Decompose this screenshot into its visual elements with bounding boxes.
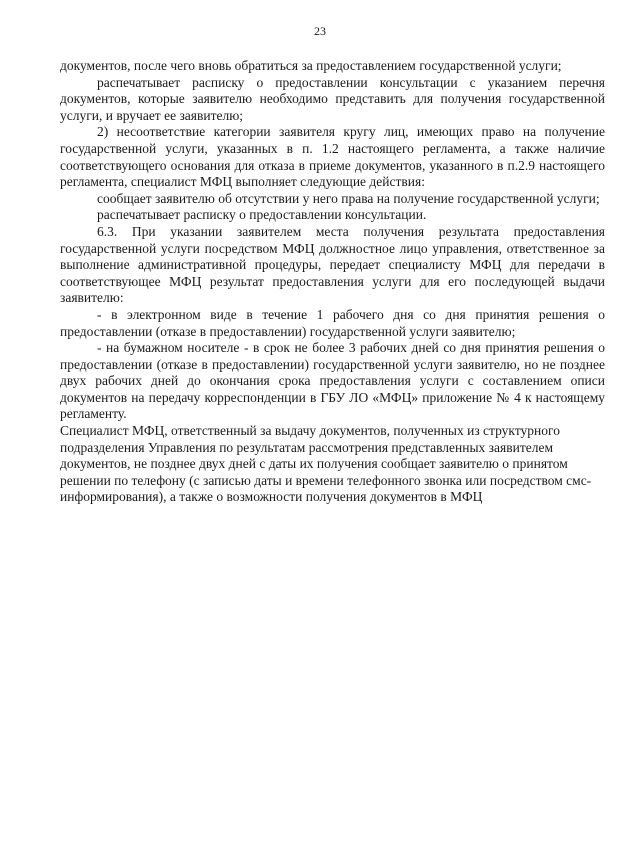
paragraph-category-mismatch: 2) несоответствие категории заявителя кругу лиц, имеющих право на получение государственной услуги, указанных в п. 1.2 настоящего регламента, а также наличие соответствующего основания для отказа в приеме документов, указанного в п.2.9 настоящего регламента, специалист МФЦ выполняет следующие действия: bbox=[60, 124, 605, 190]
paragraph-receipt-with-list: распечатывает расписку о предоставлении консультации с указанием перечня документов, которые заявителю необходимо представить для получения государственной услуги, и вручает ее заявителю; bbox=[60, 74, 605, 123]
paragraph-electronic-form: - в электронном виде в течение 1 рабочего дня со дня принятия решения о предоставлении (отказе в предоставлении) государственной услуги заявителю; bbox=[60, 306, 605, 339]
paragraph-section-6-3: 6.3. При указании заявителем места получения результата предоставления государственной услуги посредством МФЦ должностное лицо управления, ответственное за выполнение административной процедуры, передает специалисту МФЦ для передачи в соответствующее МФЦ результат предоставления услуги для его последующей выдачи заявителю: bbox=[60, 223, 605, 306]
paragraph-inform-no-right: сообщает заявителю об отсутствии у него права на получение государственной услуги; bbox=[97, 190, 600, 206]
paragraph-continuation: документов, после чего вновь обратиться за предоставлением государственной услуги; bbox=[60, 58, 562, 73]
paragraph-paper-form: - на бумажном носителе - в срок не более 3 рабочих дней со дня принятия решения о предоставлении (отказе в предоставлении) государственной услуги заявителю, но не позднее двух рабочих дней до окончания срока предоставления услуги с составлением описи документов на передачу корреспонденции в ГБУ ЛО «МФЦ» приложение № 4 к настоящему регламенту. bbox=[60, 340, 605, 422]
page-number: 23 bbox=[314, 24, 326, 38]
paragraph-print-receipt: распечатывает расписку о предоставлении консультации. bbox=[97, 207, 427, 223]
paragraph-mfc-specialist: Специалист МФЦ, ответственный за выдачу документов, полученных из структурного подразделения Управления по результатам рассмотрения представленных заявителем документов, не позднее двух дней с даты их получения сообщает заявителю о принятом решении по телефону (с записью даты и времени телефонного звонка или посредством смс-информирования), а также о возможности получения документов в МФЦ bbox=[60, 423, 592, 505]
document-body bbox=[60, 58, 605, 506]
